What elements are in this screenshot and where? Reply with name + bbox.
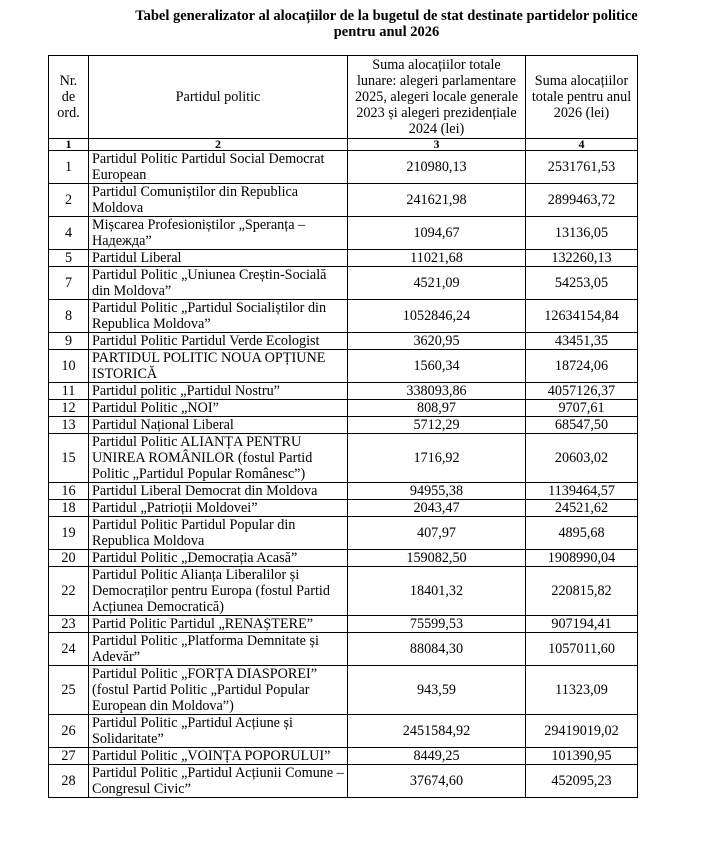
- column-number: 2: [89, 139, 348, 151]
- monthly-sum: 338093,86: [348, 383, 526, 400]
- monthly-sum: 3620,95: [348, 333, 526, 350]
- header-row: [49, 56, 638, 139]
- table-row: [49, 550, 638, 567]
- annual-sum: 11323,09: [526, 666, 638, 715]
- column-number: 3: [348, 139, 526, 151]
- document-title: [0, 8, 703, 40]
- row-number: 22: [49, 567, 89, 616]
- table-row: [49, 765, 638, 798]
- annual-sum: 452095,23: [526, 765, 638, 798]
- monthly-sum: 210980,13: [348, 151, 526, 184]
- monthly-sum: 407,97: [348, 517, 526, 550]
- table-row: [49, 500, 638, 517]
- table-row: [49, 715, 638, 748]
- monthly-sum: 88084,30: [348, 633, 526, 666]
- party-name: Partidul Politic ALIANȚA PENTRU UNIREA ROMÂNILOR (fostul Partid Politic „Partidul Popular Românesc”): [89, 434, 348, 483]
- table-row: [49, 666, 638, 715]
- monthly-sum: 159082,50: [348, 550, 526, 567]
- table-row: [49, 350, 638, 383]
- row-number: 1: [49, 151, 89, 184]
- monthly-sum: 1560,34: [348, 350, 526, 383]
- party-name: Partidul Liberal Democrat din Moldova: [89, 483, 348, 500]
- table-row: [49, 633, 638, 666]
- party-name: Partid Politic Partidul „RENAȘTERE”: [89, 616, 348, 633]
- header-annual-sum: Suma alocațiilor totale pentru anul 2026 (lei): [526, 56, 638, 139]
- row-number: 23: [49, 616, 89, 633]
- annual-sum: 1908990,04: [526, 550, 638, 567]
- monthly-sum: 94955,38: [348, 483, 526, 500]
- annual-sum: 18724,06: [526, 350, 638, 383]
- row-number: 4: [49, 217, 89, 250]
- title-line-2: pentru anul 2026: [333, 24, 440, 40]
- annual-sum: 13136,05: [526, 217, 638, 250]
- table-row: [49, 517, 638, 550]
- annual-sum: 132260,13: [526, 250, 638, 267]
- table-row: [49, 748, 638, 765]
- row-number: 2: [49, 184, 89, 217]
- party-name: Partidul Politic Partidul Verde Ecologist: [89, 333, 348, 350]
- allocations-table: [48, 55, 638, 798]
- annual-sum: 2531761,53: [526, 151, 638, 184]
- annual-sum: 29419019,02: [526, 715, 638, 748]
- row-number: 18: [49, 500, 89, 517]
- monthly-sum: 2451584,92: [348, 715, 526, 748]
- table-row: [49, 250, 638, 267]
- party-name: Partidul Politic „Partidul Acțiune și Solidaritate”: [89, 715, 348, 748]
- party-name: Partidul „Patrioții Moldovei”: [89, 500, 348, 517]
- monthly-sum: 4521,09: [348, 267, 526, 300]
- annual-sum: 12634154,84: [526, 300, 638, 333]
- party-name: Partidul Politic Partidul Social Democrat European: [89, 151, 348, 184]
- monthly-sum: 943,59: [348, 666, 526, 715]
- monthly-sum: 2043,47: [348, 500, 526, 517]
- table-row: [49, 383, 638, 400]
- row-number: 13: [49, 417, 89, 434]
- monthly-sum: 5712,29: [348, 417, 526, 434]
- party-name: Partidul Liberal: [89, 250, 348, 267]
- row-number: 9: [49, 333, 89, 350]
- header-monthly-sum: Suma alocațiilor totale lunare: alegeri parlamentare 2025, alegeri locale generale 2023 și alegeri prezidențiale 2024 (lei): [348, 56, 526, 139]
- party-name: Partidul Politic „Partidul Socialiștilor din Republica Moldova”: [89, 300, 348, 333]
- row-number: 20: [49, 550, 89, 567]
- table-row: [49, 400, 638, 417]
- row-number: 10: [49, 350, 89, 383]
- table-row: [49, 616, 638, 633]
- monthly-sum: 808,97: [348, 400, 526, 417]
- party-name: Mișcarea Profesioniștilor „Speranța – Надежда”: [89, 217, 348, 250]
- annual-sum: 43451,35: [526, 333, 638, 350]
- monthly-sum: 1094,67: [348, 217, 526, 250]
- annual-sum: 24521,62: [526, 500, 638, 517]
- header-nr: Nr. de ord.: [49, 56, 89, 139]
- row-number: 7: [49, 267, 89, 300]
- column-number-row: [49, 139, 638, 151]
- party-name: Partidul Politic „FORȚA DIASPOREI” (fostul Partid Politic „Partidul Popular European din Moldova”): [89, 666, 348, 715]
- annual-sum: 1139464,57: [526, 483, 638, 500]
- table-row: [49, 483, 638, 500]
- table-row: [49, 184, 638, 217]
- row-number: 25: [49, 666, 89, 715]
- monthly-sum: 1052846,24: [348, 300, 526, 333]
- monthly-sum: 18401,32: [348, 567, 526, 616]
- party-name: Partidul Politic „Partidul Acțiunii Comune – Congresul Civic”: [89, 765, 348, 798]
- party-name: Partidul Național Liberal: [89, 417, 348, 434]
- monthly-sum: 8449,25: [348, 748, 526, 765]
- row-number: 19: [49, 517, 89, 550]
- monthly-sum: 241621,98: [348, 184, 526, 217]
- table-row: [49, 567, 638, 616]
- party-name: Partidul Politic „Uniunea Creștin-Socială din Moldova”: [89, 267, 348, 300]
- header-party: Partidul politic: [89, 56, 348, 139]
- annual-sum: 68547,50: [526, 417, 638, 434]
- row-number: 16: [49, 483, 89, 500]
- title-line-1: Tabel generalizator al alocațiilor de la bugetul de stat destinate partidelor politice: [135, 8, 638, 24]
- table-row: [49, 333, 638, 350]
- table-row: [49, 267, 638, 300]
- annual-sum: 101390,95: [526, 748, 638, 765]
- annual-sum: 1057011,60: [526, 633, 638, 666]
- table-body: [49, 151, 638, 798]
- row-number: 26: [49, 715, 89, 748]
- monthly-sum: 75599,53: [348, 616, 526, 633]
- table-row: [49, 151, 638, 184]
- row-number: 27: [49, 748, 89, 765]
- row-number: 11: [49, 383, 89, 400]
- annual-sum: 9707,61: [526, 400, 638, 417]
- party-name: PARTIDUL POLITIC NOUA OPȚIUNE ISTORICĂ: [89, 350, 348, 383]
- party-name: Partidul Comuniștilor din Republica Moldova: [89, 184, 348, 217]
- party-name: Partidul Politic Alianța Liberalilor și Democraților pentru Europa (fostul Partid Acțiunea Democratică): [89, 567, 348, 616]
- row-number: 24: [49, 633, 89, 666]
- row-number: 5: [49, 250, 89, 267]
- party-name: Partidul Politic „NOI”: [89, 400, 348, 417]
- annual-sum: 907194,41: [526, 616, 638, 633]
- monthly-sum: 37674,60: [348, 765, 526, 798]
- party-name: Partidul Politic „VOINȚA POPORULUI”: [89, 748, 348, 765]
- annual-sum: 4895,68: [526, 517, 638, 550]
- party-name: Partidul Politic Partidul Popular din Republica Moldova: [89, 517, 348, 550]
- party-name: Partidul Politic „Platforma Demnitate și Adevăr”: [89, 633, 348, 666]
- party-name: Partidul politic „Partidul Nostru”: [89, 383, 348, 400]
- table-row: [49, 434, 638, 483]
- table-row: [49, 300, 638, 333]
- column-number: 1: [49, 139, 89, 151]
- annual-sum: 4057126,37: [526, 383, 638, 400]
- monthly-sum: 1716,92: [348, 434, 526, 483]
- table-row: [49, 217, 638, 250]
- annual-sum: 54253,05: [526, 267, 638, 300]
- row-number: 8: [49, 300, 89, 333]
- row-number: 12: [49, 400, 89, 417]
- row-number: 15: [49, 434, 89, 483]
- annual-sum: 220815,82: [526, 567, 638, 616]
- party-name: Partidul Politic „Democrația Acasă”: [89, 550, 348, 567]
- monthly-sum: 11021,68: [348, 250, 526, 267]
- row-number: 28: [49, 765, 89, 798]
- column-number: 4: [526, 139, 638, 151]
- annual-sum: 20603,02: [526, 434, 638, 483]
- annual-sum: 2899463,72: [526, 184, 638, 217]
- table-row: [49, 417, 638, 434]
